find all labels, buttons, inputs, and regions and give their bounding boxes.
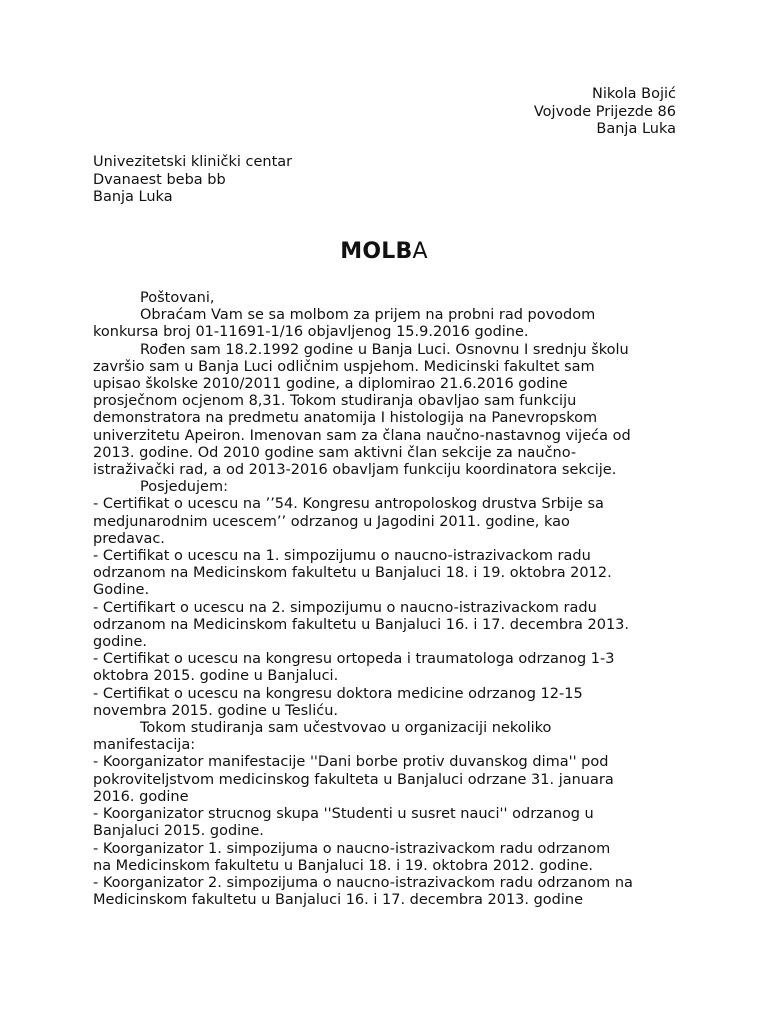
body-line: oktobra 2015. godine u Banjaluci. [93,668,339,685]
body-line: Rođen sam 18.2.1992 godine u Banja Luci. Osnovnu I srednju školu [140,341,629,358]
body-line: Obraćam Vam se sa molbom za prijem na probni rad povodom [140,307,596,324]
body-line: - Certifikat o ucescu na kongresu ortopeda i traumatologa odrzanog 1-3 [93,651,615,668]
body-line: Banjaluci 2015. godine. [93,823,264,840]
recipient-street: Dvanaest beba bb [93,171,226,188]
body-line: 2013. godine. Od 2010 godine sam aktivni član sekcije za naučno- [93,444,577,461]
body-line: - Certifikat o ucescu na kongresu doktora medicine odrzanog 12-15 [93,685,583,702]
sender-address-block [534,86,676,139]
body-line: konkursa broj 01-11691-1/16 objavljenog 15.9.2016 godine. [93,324,529,341]
body-line: pokroviteljstvom medicinskog fakulteta u Banjaluci odrzane 31. januara [93,771,614,788]
body-line: Medicinskom fakultetu u Banjaluci 16. i 17. decembra 2013. godine [93,892,584,909]
recipient-city: Banja Luka [93,189,173,205]
body-line: upisao školske 2010/2011 godine, a diplomirao 21.6.2016 godine [93,376,568,393]
body-line: 2016. godine [93,788,189,805]
body-line: demonstratora na predmetu anatomija I histologija na Panevropskom [93,410,598,427]
sender-city: Banja Luka [596,121,676,137]
body-line: - Certifikart o ucescu na 2. simpozijumu o naucno-istrazivackom radu [93,599,597,616]
body-line: Godine. [93,582,150,599]
body-line: godine. [93,634,148,651]
body-line: - Koorganizator 1. simpozijuma o naucno-istrazivackom radu odrzanom [93,840,611,857]
body-line: prosječnom ocjenom 8,31. Tokom studiranja obavljao sam funkciju [93,393,577,410]
body-line: predavac. [93,530,165,547]
body-line: medjunarodnim ucescem’’ odrzanog u Jagodini 2011. godine, kao [93,513,570,530]
body-line: odrzanom na Medicinskom fakultetu u Banjaluci 16. i 17. decembra 2013. [93,616,630,633]
letter-body [93,290,683,909]
title-normal-part: A [412,239,428,264]
body-line-greeting: Poštovani, [140,290,215,306]
body-line: manifestacija: [93,737,196,754]
recipient-name: Univezitetski klinički centar [93,154,293,170]
body-line: - Certifikat o ucescu na ’’54. Kongresu antropoloskog drustva Srbije sa [93,496,604,513]
body-line: - Koorganizator 2. simpozijuma o naucno-istrazivackom radu odrzanom na [93,874,633,891]
body-line: odrzanom na Medicinskom fakultetu u Banjaluci 18. i 19. oktobra 2012. [93,565,612,582]
document-title [0,238,768,266]
body-line: univerzitetu Apeiron. Imenovan sam za člana naučno-nastavnog vijeća od [93,427,631,444]
title-bold-part: MOLB [340,239,413,264]
body-line: završio sam u Banja Luci odličnim uspjehom. Medicinski fakultet sam [93,358,595,375]
body-line: - Koorganizator manifestacije ''Dani borbe protiv duvanskog dima'' pod [93,754,609,771]
body-line: - Certifikat o ucescu na 1. simpozijumu o naucno-istrazivackom radu [93,548,591,565]
body-line: novembra 2015. godine u Tesliću. [93,702,338,719]
body-line: Tokom studiranja sam učestvovao u organizaciji nekoliko [140,720,552,737]
body-line: - Koorganizator strucnog skupa ''Studenti u susret nauci'' odrzanog u [93,806,594,823]
sender-name: Nikola Bojić [592,86,676,102]
recipient-address-block [93,154,292,207]
sender-street: Vojvode Prijezde 86 [533,103,676,120]
body-line: istraživački rad, a od 2013-2016 obavljam funkciju koordinatora sekcije. [93,462,617,479]
body-line: Posjedujem: [140,479,228,496]
body-line: na Medicinskom fakultetu u Banjaluci 18. i 19. oktobra 2012. godine. [93,857,594,874]
